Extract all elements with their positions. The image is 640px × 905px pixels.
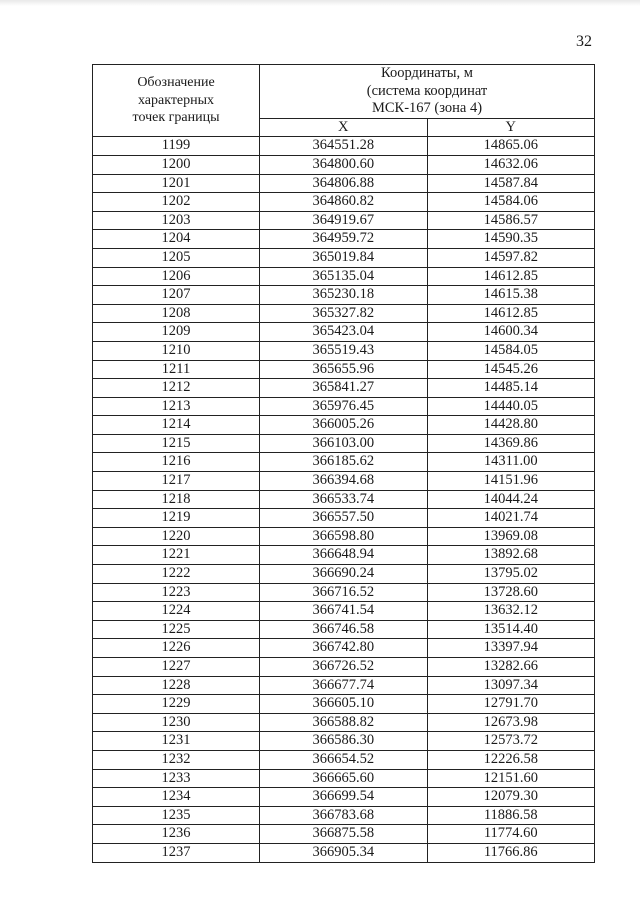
- point-id-cell: 1211: [93, 360, 260, 379]
- header-y: Y: [427, 118, 595, 137]
- table-row: [93, 695, 595, 714]
- table-row: [93, 620, 595, 639]
- point-id-cell: 1221: [93, 546, 260, 565]
- table-row: [93, 676, 595, 695]
- point-id-cell: 1233: [93, 769, 260, 788]
- y-coordinate-cell: 11774.60: [427, 825, 595, 844]
- table-row: [93, 416, 595, 435]
- point-id-cell: 1202: [93, 193, 260, 212]
- point-id-cell: 1234: [93, 788, 260, 807]
- point-id-cell: 1231: [93, 732, 260, 751]
- y-coordinate-cell: 14586.57: [427, 211, 595, 230]
- x-coordinate-cell: 366654.52: [260, 750, 428, 769]
- x-coordinate-cell: 366103.00: [260, 434, 428, 453]
- y-coordinate-cell: 14440.05: [427, 397, 595, 416]
- y-coordinate-cell: 13795.02: [427, 565, 595, 584]
- point-id-cell: 1208: [93, 304, 260, 323]
- y-coordinate-cell: 14587.84: [427, 174, 595, 193]
- x-coordinate-cell: 366677.74: [260, 676, 428, 695]
- table-row: [93, 155, 595, 174]
- point-id-cell: 1224: [93, 602, 260, 621]
- point-id-cell: 1232: [93, 750, 260, 769]
- point-id-cell: 1237: [93, 843, 260, 862]
- x-coordinate-cell: 366699.54: [260, 788, 428, 807]
- point-id-cell: 1218: [93, 490, 260, 509]
- page-number: 32: [576, 33, 592, 50]
- table-row: [93, 453, 595, 472]
- table-row: [93, 248, 595, 267]
- x-coordinate-cell: 366905.34: [260, 843, 428, 862]
- point-id-cell: 1222: [93, 565, 260, 584]
- table-row: [93, 639, 595, 658]
- table-row: [93, 137, 595, 156]
- scan-top-edge: [0, 0, 640, 6]
- x-coordinate-cell: 366783.68: [260, 806, 428, 825]
- point-id-cell: 1201: [93, 174, 260, 193]
- y-coordinate-cell: 14369.86: [427, 434, 595, 453]
- point-id-cell: 1209: [93, 323, 260, 342]
- y-coordinate-cell: 14612.85: [427, 304, 595, 323]
- table-row: [93, 193, 595, 212]
- x-coordinate-cell: 364806.88: [260, 174, 428, 193]
- table-row: [93, 713, 595, 732]
- header-coords-line: Координаты, м: [381, 65, 473, 81]
- x-coordinate-cell: 365976.45: [260, 397, 428, 416]
- x-coordinate-cell: 365655.96: [260, 360, 428, 379]
- y-coordinate-cell: 13969.08: [427, 527, 595, 546]
- y-coordinate-cell: 14600.34: [427, 323, 595, 342]
- x-coordinate-cell: 366648.94: [260, 546, 428, 565]
- table-header: [93, 65, 595, 137]
- y-coordinate-cell: 12573.72: [427, 732, 595, 751]
- x-coordinate-cell: 366741.54: [260, 602, 428, 621]
- header-point-designation: [93, 65, 260, 137]
- x-coordinate-cell: 366875.58: [260, 825, 428, 844]
- header-point-line: характерных: [137, 92, 215, 108]
- point-id-cell: 1227: [93, 658, 260, 677]
- y-coordinate-cell: 14044.24: [427, 490, 595, 509]
- table-row: [93, 230, 595, 249]
- header-point-line: точек границы: [132, 110, 220, 126]
- point-id-cell: 1216: [93, 453, 260, 472]
- x-coordinate-cell: 364860.82: [260, 193, 428, 212]
- table-row: [93, 490, 595, 509]
- table-row: [93, 769, 595, 788]
- x-coordinate-cell: 366588.82: [260, 713, 428, 732]
- x-coordinate-cell: 366557.50: [260, 509, 428, 528]
- table-row: [93, 602, 595, 621]
- x-coordinate-cell: 365230.18: [260, 286, 428, 305]
- x-coordinate-cell: 364959.72: [260, 230, 428, 249]
- point-id-cell: 1228: [93, 676, 260, 695]
- point-id-cell: 1230: [93, 713, 260, 732]
- x-coordinate-cell: 366726.52: [260, 658, 428, 677]
- y-coordinate-cell: 14021.74: [427, 509, 595, 528]
- x-coordinate-cell: 365019.84: [260, 248, 428, 267]
- y-coordinate-cell: 14612.85: [427, 267, 595, 286]
- point-id-cell: 1226: [93, 639, 260, 658]
- table-row: [93, 323, 595, 342]
- x-coordinate-cell: 366598.80: [260, 527, 428, 546]
- table-row: [93, 546, 595, 565]
- x-coordinate-cell: 366665.60: [260, 769, 428, 788]
- x-coordinate-cell: 366394.68: [260, 472, 428, 491]
- table-row: [93, 174, 595, 193]
- table-row: [93, 434, 595, 453]
- point-id-cell: 1220: [93, 527, 260, 546]
- x-coordinate-cell: 366185.62: [260, 453, 428, 472]
- x-coordinate-cell: 364800.60: [260, 155, 428, 174]
- point-id-cell: 1225: [93, 620, 260, 639]
- table-row: [93, 806, 595, 825]
- table-row: [93, 379, 595, 398]
- point-id-cell: 1236: [93, 825, 260, 844]
- table-row: [93, 583, 595, 602]
- table-row: [93, 286, 595, 305]
- x-coordinate-cell: 366716.52: [260, 583, 428, 602]
- y-coordinate-cell: 14428.80: [427, 416, 595, 435]
- x-coordinate-cell: 366586.30: [260, 732, 428, 751]
- coordinates-table: [92, 64, 595, 863]
- point-id-cell: 1210: [93, 341, 260, 360]
- table-row: [93, 825, 595, 844]
- x-coordinate-cell: 365519.43: [260, 341, 428, 360]
- y-coordinate-cell: 12226.58: [427, 750, 595, 769]
- header-x: X: [260, 118, 428, 137]
- x-coordinate-cell: 365423.04: [260, 323, 428, 342]
- table-row: [93, 472, 595, 491]
- point-id-cell: 1204: [93, 230, 260, 249]
- table-row: [93, 658, 595, 677]
- point-id-cell: 1229: [93, 695, 260, 714]
- y-coordinate-cell: 14584.05: [427, 341, 595, 360]
- y-coordinate-cell: 13097.34: [427, 676, 595, 695]
- table-row: [93, 732, 595, 751]
- y-coordinate-cell: 12673.98: [427, 713, 595, 732]
- y-coordinate-cell: 12791.70: [427, 695, 595, 714]
- point-id-cell: 1215: [93, 434, 260, 453]
- x-coordinate-cell: 366605.10: [260, 695, 428, 714]
- table-row: [93, 304, 595, 323]
- point-id-cell: 1207: [93, 286, 260, 305]
- y-coordinate-cell: 14151.96: [427, 472, 595, 491]
- table-row: [93, 211, 595, 230]
- y-coordinate-cell: 14597.82: [427, 248, 595, 267]
- table-row: [93, 509, 595, 528]
- point-id-cell: 1214: [93, 416, 260, 435]
- y-coordinate-cell: 14615.38: [427, 286, 595, 305]
- point-id-cell: 1235: [93, 806, 260, 825]
- x-coordinate-cell: 365135.04: [260, 267, 428, 286]
- y-coordinate-cell: 14865.06: [427, 137, 595, 156]
- table-body: [93, 137, 595, 862]
- x-coordinate-cell: 366746.58: [260, 620, 428, 639]
- point-id-cell: 1199: [93, 137, 260, 156]
- y-coordinate-cell: 11766.86: [427, 843, 595, 862]
- table-row: [93, 341, 595, 360]
- table-row: [93, 843, 595, 862]
- y-coordinate-cell: 14485.14: [427, 379, 595, 398]
- y-coordinate-cell: 12079.30: [427, 788, 595, 807]
- x-coordinate-cell: 365841.27: [260, 379, 428, 398]
- header-coords-line: (система координат: [366, 82, 488, 99]
- x-coordinate-cell: 365327.82: [260, 304, 428, 323]
- point-id-cell: 1203: [93, 211, 260, 230]
- point-id-cell: 1219: [93, 509, 260, 528]
- x-coordinate-cell: 364551.28: [260, 137, 428, 156]
- x-coordinate-cell: 366533.74: [260, 490, 428, 509]
- y-coordinate-cell: 13728.60: [427, 583, 595, 602]
- point-id-cell: 1206: [93, 267, 260, 286]
- y-coordinate-cell: 13892.68: [427, 546, 595, 565]
- point-id-cell: 1217: [93, 472, 260, 491]
- y-coordinate-cell: 14590.35: [427, 230, 595, 249]
- table-row: [93, 267, 595, 286]
- table-row: [93, 788, 595, 807]
- y-coordinate-cell: 11886.58: [427, 806, 595, 825]
- table-row: [93, 527, 595, 546]
- header-point-line: Обозначение: [137, 75, 215, 91]
- point-id-cell: 1205: [93, 248, 260, 267]
- y-coordinate-cell: 14545.26: [427, 360, 595, 379]
- header-coordinates: [260, 65, 595, 119]
- point-id-cell: 1223: [93, 583, 260, 602]
- y-coordinate-cell: 13514.40: [427, 620, 595, 639]
- point-id-cell: 1212: [93, 379, 260, 398]
- table-row: [93, 750, 595, 769]
- y-coordinate-cell: 13282.66: [427, 658, 595, 677]
- point-id-cell: 1200: [93, 155, 260, 174]
- table-row: [93, 397, 595, 416]
- table-row: [93, 565, 595, 584]
- x-coordinate-cell: 364919.67: [260, 211, 428, 230]
- point-id-cell: 1213: [93, 397, 260, 416]
- header-coords-line: МСК-167 (зона 4): [371, 100, 483, 117]
- x-coordinate-cell: 366690.24: [260, 565, 428, 584]
- y-coordinate-cell: 12151.60: [427, 769, 595, 788]
- y-coordinate-cell: 14311.00: [427, 453, 595, 472]
- y-coordinate-cell: 13632.12: [427, 602, 595, 621]
- y-coordinate-cell: 14632.06: [427, 155, 595, 174]
- y-coordinate-cell: 14584.06: [427, 193, 595, 212]
- x-coordinate-cell: 366005.26: [260, 416, 428, 435]
- table-row: [93, 360, 595, 379]
- y-coordinate-cell: 13397.94: [427, 639, 595, 658]
- x-coordinate-cell: 366742.80: [260, 639, 428, 658]
- header-row: [93, 65, 595, 119]
